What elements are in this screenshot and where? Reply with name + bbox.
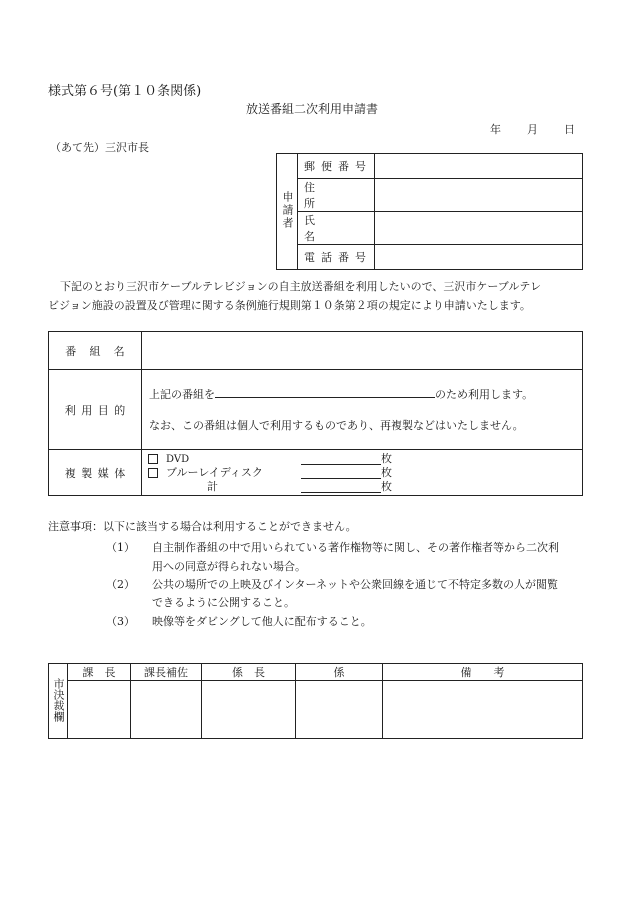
purpose-prefix: 上記の番組を — [149, 388, 215, 401]
approval-stamp-deputy-chief[interactable] — [131, 681, 202, 739]
note-1-line1: 自主制作番組の中で用いられている著作権物等に関し、その著作権者等から二次利 — [152, 541, 559, 554]
address-label: 住所 — [298, 179, 375, 212]
phone-label: 電話番号 — [298, 245, 375, 270]
approval-table — [48, 663, 583, 739]
media-label: 複製媒体 — [49, 450, 142, 496]
note-1-line2: 用への同意が得られない場合。 — [152, 560, 306, 573]
name-field[interactable] — [375, 212, 583, 245]
form-number: 様式第６号(第１０条関係) — [48, 84, 202, 99]
date-month: 月 — [527, 123, 538, 136]
approval-stamp-unit-chief[interactable] — [202, 681, 296, 739]
note-3-line1: 映像等をダビングして他人に配布すること。 — [152, 615, 372, 628]
document-title: 放送番組二次利用申請書 — [246, 102, 379, 116]
date-year: 年 — [490, 123, 501, 136]
note-3-number: （3） — [106, 615, 135, 628]
phone-field[interactable] — [375, 245, 583, 270]
main-table — [48, 331, 583, 496]
media-row-bluray — [148, 466, 582, 480]
note-1-number: （1） — [106, 541, 135, 554]
approval-col-staff: 係 — [296, 664, 383, 681]
total-unit: 枚 — [381, 479, 392, 493]
note-2-number: （2） — [106, 578, 135, 591]
approval-col-section-chief: 課 長 — [68, 664, 131, 681]
dvd-count-field[interactable] — [301, 452, 381, 465]
approval-stamp-staff[interactable] — [296, 681, 383, 739]
purpose-field[interactable] — [215, 397, 435, 398]
total-label: 計 — [207, 479, 218, 493]
address-field[interactable] — [375, 179, 583, 212]
approval-col-unit-chief: 係 長 — [202, 664, 296, 681]
bluray-checkbox[interactable] — [148, 468, 158, 478]
media-row-total — [148, 480, 582, 494]
approval-stamp-section-chief[interactable] — [68, 681, 131, 739]
approval-side-label: 市決裁欄 — [49, 664, 68, 739]
purpose-cell — [142, 370, 583, 450]
applicant-table — [276, 153, 583, 270]
purpose-suffix: のため利用します。 — [435, 388, 534, 401]
dvd-label: DVD — [166, 453, 190, 465]
applicant-group-label: 申請者 — [277, 154, 298, 270]
purpose-note: なお、この番組は個人で利用するものであり、再複製などはいたしません。 — [149, 419, 524, 432]
total-count-field[interactable] — [301, 480, 381, 493]
bluray-count-field[interactable] — [301, 466, 381, 479]
program-name-field[interactable] — [142, 332, 583, 370]
approval-col-deputy-chief: 課長補佐 — [131, 664, 202, 681]
notes-heading: 注意事項：以下に該当する場合は利用することができません。 — [48, 520, 357, 533]
purpose-label: 利用目的 — [49, 370, 142, 450]
media-cell — [142, 450, 583, 496]
body-text-line2: ビジョン施設の設置及び管理に関する条例施行規則第１０条第２項の規定により申請いたします。 — [48, 299, 531, 312]
media-row-dvd — [148, 452, 582, 466]
postal-code-field[interactable] — [375, 154, 583, 179]
note-2-line1: 公共の場所での上映及びインターネットや公衆回線を通じて不特定多数の人が閲覧 — [152, 578, 559, 591]
postal-code-label: 郵便番号 — [298, 154, 375, 179]
dvd-unit: 枚 — [381, 451, 392, 465]
bluray-unit: 枚 — [381, 465, 392, 479]
date-day: 日 — [564, 123, 575, 136]
bluray-label: ブルーレイディスク — [166, 465, 263, 479]
body-text-line1: 下記のとおり三沢市ケーブルテレビジョンの自主放送番組を利用したいので、三沢市ケーブルテレ — [60, 280, 542, 293]
dvd-checkbox[interactable] — [148, 454, 158, 464]
program-name-label: 番組名 — [49, 332, 142, 370]
approval-remarks-field[interactable] — [383, 681, 583, 739]
name-label: 氏名 — [298, 212, 375, 245]
note-2-line2: できるように公開すること。 — [152, 596, 295, 609]
approval-col-remarks: 備 考 — [383, 664, 583, 681]
addressee: （あて先）三沢市長 — [50, 141, 149, 154]
